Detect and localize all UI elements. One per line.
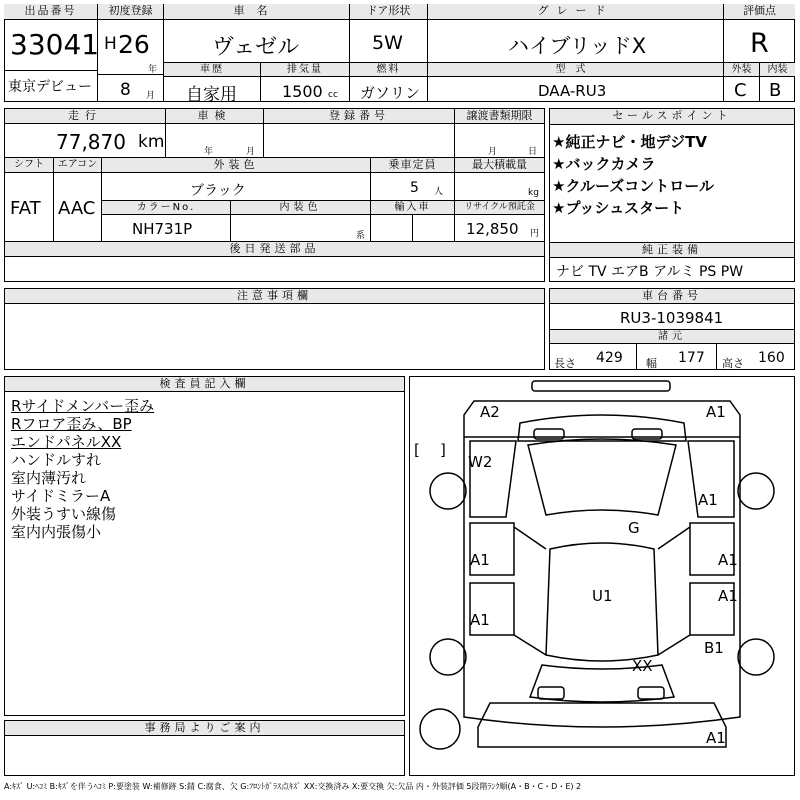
mileage-unit: km xyxy=(138,132,165,152)
inspection-label: 車検 xyxy=(165,109,263,124)
damage-a1-door-fl: A1 xyxy=(470,551,490,569)
remark-line: 室内薄汚れ xyxy=(11,469,87,487)
mileage-label: 走行 xyxy=(5,109,165,124)
chassis-label: 車台番号 xyxy=(550,289,794,304)
recycle-fee: 12,850 xyxy=(466,220,519,238)
lot-number-block xyxy=(4,4,98,102)
lot-number: 33041 xyxy=(10,28,100,61)
transfer-month-unit: 月 xyxy=(488,147,498,157)
exterior-color: ブラック xyxy=(190,183,246,199)
fuel-label: 燃料 xyxy=(350,63,427,77)
damage-a1-door-fr: A1 xyxy=(718,551,738,569)
car-name-block xyxy=(164,4,350,105)
color-label: 外装色 xyxy=(101,158,370,173)
ac-label: エアコン xyxy=(53,158,101,173)
car-outline xyxy=(410,377,794,775)
reg-year: 26 xyxy=(118,30,150,59)
score-block xyxy=(724,4,795,102)
damage-a1-door-rr: A1 xyxy=(718,587,738,605)
bracket-open: [ xyxy=(414,441,420,459)
lot-no-label: 出品番号 xyxy=(4,4,97,20)
recycle-unit: 円 xyxy=(530,229,540,239)
grade-block xyxy=(428,4,724,102)
insp-year-unit: 年 xyxy=(204,147,214,157)
ac: AAC xyxy=(58,198,96,219)
displacement-label: 排気量 xyxy=(260,63,349,77)
displacement: 1500 xyxy=(282,82,323,101)
history: 自家用 xyxy=(186,85,237,105)
chassis-box xyxy=(549,288,795,370)
first-registration-block xyxy=(98,4,164,102)
shift: FAT xyxy=(10,198,41,219)
equipment-label: 純正装備 xyxy=(550,243,794,258)
damage-a1-front-right: A1 xyxy=(706,403,726,421)
remark-line: Rフロア歪み、BP xyxy=(11,415,132,433)
dims-label: 諸元 xyxy=(550,330,794,344)
damage-g: G xyxy=(628,519,640,537)
load-label: 最大積載量 xyxy=(454,158,544,173)
length: 429 xyxy=(596,350,623,366)
load-unit: kg xyxy=(528,188,539,198)
damage-w2: W2 xyxy=(468,453,493,471)
history-label: 車歴 xyxy=(164,63,260,77)
doors-block xyxy=(350,4,428,102)
model-label: 型式 xyxy=(428,63,723,77)
sales-point-3: ★クルーズコントロール xyxy=(552,177,714,195)
transfer-day-unit: 日 xyxy=(528,147,538,157)
sales-point-4: ★プッシュスタート xyxy=(552,199,685,217)
remark-line: 外装うすい線傷 xyxy=(11,505,117,523)
reg-no-label: 登録番号 xyxy=(263,109,454,124)
displacement-unit: cc xyxy=(328,90,338,100)
capacity: 5 xyxy=(410,180,419,196)
bracket-close: ] xyxy=(440,441,446,459)
era: H xyxy=(104,34,117,54)
remark-line: サイドミラーA xyxy=(11,487,111,505)
legend: A:ｷｽﾞ U:ﾍｺﾐ B:ｷｽﾞを伴うﾍｺﾐ P:要塗装 W:補修跡 S:錆 C:腐食、欠 G:ﾌﾛﾝﾄｶﾞﾗｽ点ｷｽﾞ XX:交換済み X:要交換 欠:欠品 内・外装評価 5段階ﾗﾝｸ順(A・B・C・D・E) 2 xyxy=(4,782,582,791)
notes-box xyxy=(4,288,545,370)
score: R xyxy=(750,28,769,59)
color-no: NH731P xyxy=(132,220,193,238)
debut-label: 東京デビュー xyxy=(8,79,92,95)
car-name-label: 車名 xyxy=(164,4,349,20)
office-label: 事務局よりご案内 xyxy=(5,721,404,736)
sales-points-box xyxy=(549,108,795,243)
office-box xyxy=(4,720,405,776)
damage-a1-fender-right: A1 xyxy=(698,491,718,509)
chassis-number: RU3-1039841 xyxy=(620,309,724,327)
int-label: 内装 xyxy=(759,63,795,77)
doors-label: ドア形状 xyxy=(350,4,427,20)
sales-points-label: セールスポイント xyxy=(550,109,794,125)
insp-month-unit: 月 xyxy=(246,147,256,157)
sales-point-1: ★純正ナビ・地デジTV xyxy=(552,133,707,151)
width: 177 xyxy=(678,350,705,366)
import-label: 輸入車 xyxy=(370,201,454,215)
int-score: B xyxy=(769,80,782,101)
damage-u1: U1 xyxy=(592,587,613,605)
inspector-box xyxy=(4,376,405,716)
grade-label: グレード xyxy=(428,4,723,20)
width-label: 幅 xyxy=(646,357,657,370)
reg-month: 8 xyxy=(120,80,131,100)
month-unit: 月 xyxy=(146,91,156,101)
capacity-unit: 人 xyxy=(434,187,444,197)
int-color-label: 内装色 xyxy=(230,201,370,215)
equipment: ナビ TV エアB アルミ PS PW xyxy=(556,264,744,280)
height-label: 高さ xyxy=(722,357,744,370)
remark-line: Rサイドメンバー歪み xyxy=(11,397,155,415)
remark-line: ハンドルすれ xyxy=(11,451,102,469)
notes-label: 注意事項欄 xyxy=(5,289,544,304)
year-unit: 年 xyxy=(148,65,158,75)
first-reg-label: 初度登録 xyxy=(98,4,163,20)
damage-a2-front-left: A2 xyxy=(480,403,500,421)
ext-label: 外装 xyxy=(724,63,759,77)
ext-score: C xyxy=(734,80,747,101)
height: 160 xyxy=(758,350,785,366)
remark-line: エンドパネルXX xyxy=(11,433,122,451)
mileage: 77,870 xyxy=(56,130,126,154)
color-no-label: カラーNo. xyxy=(102,201,230,215)
score-label: 評価点 xyxy=(724,4,795,20)
grade: ハイブリッドX xyxy=(508,34,647,58)
recycle-label: リサイクル預託金 xyxy=(454,201,544,215)
car-name: ヴェゼル xyxy=(212,35,300,60)
fuel: ガソリン xyxy=(360,84,421,102)
int-color-suffix: 系 xyxy=(356,231,366,241)
equipment-box xyxy=(549,242,795,282)
model: DAA-RU3 xyxy=(538,82,607,100)
doors: 5W xyxy=(372,32,403,54)
capacity-label: 乗車定員 xyxy=(370,158,454,173)
damage-b1-rear-right: B1 xyxy=(704,639,724,657)
damage-a1-door-rl: A1 xyxy=(470,611,490,629)
damage-a1-bottom: A1 xyxy=(706,729,726,747)
remark-line: 室内内張傷小 xyxy=(11,523,102,541)
transfer-label: 譲渡書類期限 xyxy=(454,109,544,124)
length-label: 長さ xyxy=(554,357,576,370)
sales-point-2: ★バックカメラ xyxy=(552,155,656,173)
inspector-label: 検査員記入欄 xyxy=(5,377,404,392)
shift-label: シフト xyxy=(5,158,53,173)
damage-xx-rear: XX xyxy=(632,657,653,675)
later-parts-label: 後日発送部品 xyxy=(5,242,544,257)
damage-diagram xyxy=(409,376,795,776)
